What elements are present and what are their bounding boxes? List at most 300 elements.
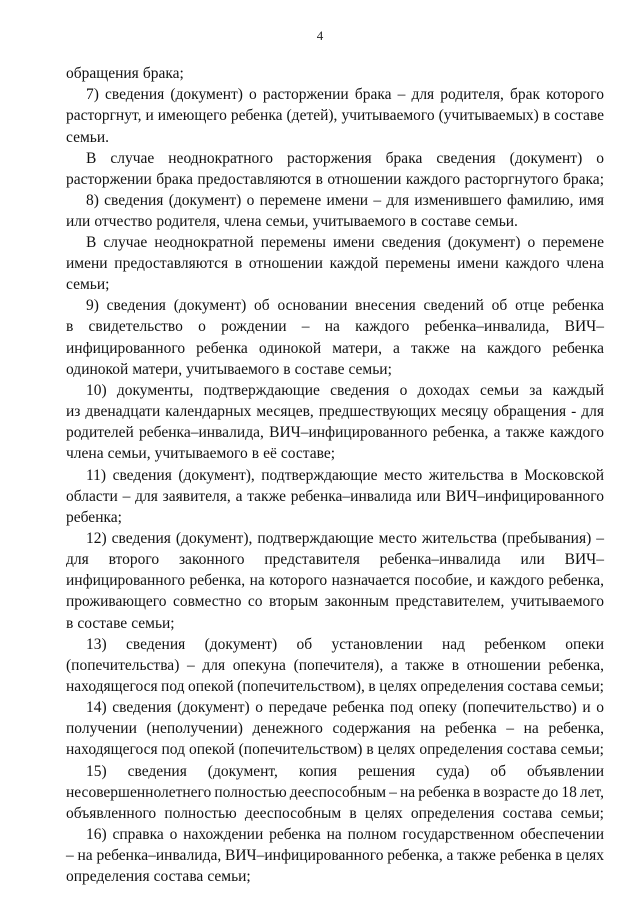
word: 9) <box>86 297 99 314</box>
word: инфицированного <box>66 572 186 589</box>
word: из <box>66 403 81 420</box>
word: семьи. <box>474 213 518 230</box>
word: внесения <box>355 297 416 314</box>
word: – <box>373 192 382 209</box>
word: также <box>247 488 286 505</box>
word: каждого <box>489 572 544 589</box>
word: представителя <box>264 551 360 568</box>
word: определения <box>410 805 495 822</box>
word: 7) <box>86 86 99 103</box>
word: также <box>505 424 545 441</box>
word: полном <box>347 826 397 843</box>
word: в <box>315 171 323 188</box>
word: случае <box>110 150 155 167</box>
word: в <box>66 615 74 632</box>
word: а <box>393 340 400 357</box>
word: на <box>326 826 342 843</box>
word: в <box>472 784 481 801</box>
word: и <box>582 699 591 716</box>
word: сведения <box>111 530 171 547</box>
word: инфицированного <box>66 340 186 357</box>
word: матери, <box>332 340 382 357</box>
word: в <box>66 318 74 335</box>
word: семьи, <box>107 445 151 462</box>
word: имени <box>66 255 108 272</box>
word: получении <box>66 720 137 737</box>
word: подтверждающие <box>261 467 378 484</box>
word: ребенка <box>230 107 283 124</box>
word: для <box>581 403 604 420</box>
word: сведения <box>112 699 172 716</box>
word: имя <box>578 192 604 209</box>
word: опеку <box>418 699 457 716</box>
word: брака <box>385 150 423 167</box>
word: (документ), <box>178 467 255 484</box>
word: семьи; <box>560 741 604 758</box>
word: (попечительства) <box>66 657 180 674</box>
word: (попечителя), <box>293 657 384 674</box>
word: ребенка <box>196 340 248 357</box>
word: передаче <box>268 699 327 716</box>
word: родителей <box>66 424 134 441</box>
word: её <box>263 445 277 462</box>
word: об <box>490 763 507 780</box>
word: о <box>249 86 257 103</box>
word: (учитываемых) <box>438 107 539 124</box>
word: на <box>460 340 476 357</box>
word: фамилию, <box>506 192 574 209</box>
word: в <box>234 255 243 272</box>
word: (документ) <box>170 86 243 103</box>
word: ребенка–инвалида, <box>96 847 222 864</box>
word: – <box>301 318 310 335</box>
word: лет, <box>579 784 604 801</box>
word: о <box>399 382 408 399</box>
word: – <box>389 784 397 801</box>
word: месяцу <box>441 403 489 420</box>
word: двенадцати <box>85 403 161 420</box>
word: объявлении <box>526 763 604 780</box>
word: перемене <box>542 234 604 251</box>
word: до <box>542 784 559 801</box>
word: законного <box>178 551 245 568</box>
word: предшествующих <box>318 403 437 420</box>
word: семьи; <box>560 678 604 695</box>
word: перемены <box>385 255 451 272</box>
word: сведений <box>423 297 484 314</box>
word: каждой <box>329 255 379 272</box>
word: пособие, <box>414 572 473 589</box>
word: или <box>416 488 441 505</box>
word: области <box>66 488 118 505</box>
word: доходах <box>417 382 470 399</box>
word: расторжении <box>66 171 152 188</box>
word: под <box>161 678 185 695</box>
word: календарных <box>165 403 252 420</box>
word: (документ) <box>204 636 278 653</box>
word: также <box>457 847 496 864</box>
word: учитываемого <box>341 107 435 124</box>
word: состава <box>153 868 204 885</box>
word: представителем, <box>395 593 505 610</box>
word: для <box>66 551 89 568</box>
word: в <box>349 805 357 822</box>
word: жительства <box>428 467 504 484</box>
word: 10) <box>86 382 107 399</box>
word: ребенка–инвалида, <box>139 424 264 441</box>
word: ребенка <box>332 699 385 716</box>
word: установлении <box>331 636 423 653</box>
word: в <box>555 847 563 864</box>
word: состава <box>502 805 553 822</box>
word: со <box>247 593 263 610</box>
word: составе <box>554 107 604 124</box>
word: основании <box>277 297 348 314</box>
word: которого <box>546 86 604 103</box>
word: а <box>235 488 243 505</box>
word: сведения <box>330 382 390 399</box>
word: совместно <box>172 593 242 610</box>
word: о <box>596 699 604 716</box>
word: целях <box>379 678 417 695</box>
word: за <box>529 382 543 399</box>
word: семьи, <box>265 213 309 230</box>
word: для <box>386 192 410 209</box>
word: подтверждающие <box>257 530 374 547</box>
word: расторгнутого <box>464 171 559 188</box>
word: об <box>254 297 270 314</box>
word: о <box>198 318 206 335</box>
word: расторжения <box>286 150 372 167</box>
word: ребенка <box>418 784 470 801</box>
word: ВИЧ– <box>564 551 604 568</box>
word: (документ), <box>175 530 253 547</box>
word: отце <box>515 297 545 314</box>
word: (документ) <box>509 150 583 167</box>
word: которого <box>269 572 328 589</box>
word: и <box>476 572 486 589</box>
word: рождении <box>221 318 287 335</box>
word: (документ) <box>447 234 521 251</box>
word: семьи; <box>131 615 175 632</box>
word: 13) <box>86 636 107 653</box>
word: члена <box>566 255 604 272</box>
word: родителя, <box>156 213 220 230</box>
word: а <box>390 657 398 674</box>
word: 11) <box>86 467 107 484</box>
word: решения <box>358 763 416 780</box>
word: (неполучении) <box>146 720 243 737</box>
word: сведения <box>381 234 441 251</box>
word: для <box>411 86 435 103</box>
word: вторым <box>269 593 319 610</box>
word: второго <box>108 551 160 568</box>
word: объявленного <box>66 805 157 822</box>
word: ребенка–инвалида <box>379 551 501 568</box>
word: и <box>145 107 154 124</box>
word: ребенка, <box>548 572 604 589</box>
word: для <box>135 488 158 505</box>
word: полностью <box>214 784 287 801</box>
word: законным <box>324 593 389 610</box>
word: под <box>389 699 414 716</box>
word: жительства <box>421 530 497 547</box>
word: о <box>255 699 263 716</box>
word: 14) <box>86 699 107 716</box>
word: ребенка, <box>189 572 246 589</box>
word: о <box>246 192 255 209</box>
word: предоставляются <box>197 171 312 188</box>
word: в <box>451 657 460 674</box>
word: в <box>366 741 374 758</box>
word: копия <box>298 763 338 780</box>
word: ВИЧ–инфицированного <box>225 847 384 864</box>
word: каждый <box>552 382 604 399</box>
word: ВИЧ– <box>564 318 604 335</box>
word: место <box>384 467 423 484</box>
word: (документ) <box>177 699 250 716</box>
word: отчество <box>94 213 153 230</box>
word: Московской <box>524 467 604 484</box>
word: или <box>66 213 91 230</box>
word: обращения <box>66 65 139 82</box>
word: суда) <box>436 763 470 780</box>
page-number: 4 <box>316 28 324 43</box>
word: родителя, <box>440 86 504 103</box>
word: 16) <box>86 826 107 843</box>
word: каждого <box>487 340 542 357</box>
word: сведения <box>126 636 186 653</box>
word: заявителя, <box>162 488 231 505</box>
word: ребенка–инвалида <box>290 488 412 505</box>
word: члена <box>223 213 262 230</box>
word: в <box>409 213 418 230</box>
word: семьи <box>479 382 520 399</box>
word: (попечительство) <box>462 699 577 716</box>
word: на <box>399 784 416 801</box>
word: В <box>86 234 97 251</box>
word: расторжении <box>262 86 349 103</box>
word: составе <box>294 361 345 378</box>
word: ребенком <box>484 636 546 653</box>
word: об <box>491 297 508 314</box>
word: - <box>571 403 577 420</box>
word: ребенка–инвалида, <box>424 318 550 335</box>
word: дееспособным <box>244 805 342 822</box>
word: назначается <box>331 572 410 589</box>
word: месяцев, <box>256 403 314 420</box>
word: сведения <box>105 86 165 103</box>
word: целях <box>566 847 604 864</box>
word: в <box>510 467 518 484</box>
word: на <box>324 318 340 335</box>
word: случае <box>103 234 148 251</box>
word: подтверждающие <box>203 382 320 399</box>
word: каждого <box>549 424 604 441</box>
word: на <box>77 847 93 864</box>
word: – <box>596 530 604 547</box>
word: нахождении <box>183 826 264 843</box>
word: об <box>296 636 313 653</box>
word: брака <box>354 86 392 103</box>
word: перемене <box>259 192 322 209</box>
word: о <box>596 150 604 167</box>
word: над <box>442 636 466 653</box>
word: (документ, <box>207 763 278 780</box>
word: имени <box>326 192 369 209</box>
word: денежного <box>252 720 323 737</box>
word: брак <box>510 86 541 103</box>
word: 8) <box>86 192 99 209</box>
word: ребенка, <box>387 847 443 864</box>
word: отношении <box>466 657 541 674</box>
word: ребенка, <box>548 720 604 737</box>
word: – <box>122 488 131 505</box>
word: сведения <box>106 297 166 314</box>
word: определения <box>419 741 503 758</box>
word: имеющего <box>157 107 227 124</box>
word: а <box>446 847 454 864</box>
word: или <box>520 551 545 568</box>
word: в <box>368 678 376 695</box>
word: в <box>251 445 260 462</box>
word: – <box>397 86 406 103</box>
word: предоставляются <box>114 255 229 272</box>
word: В <box>86 150 97 167</box>
word: неоднократного <box>168 150 273 167</box>
word: опекуна <box>232 657 286 674</box>
word: определения <box>66 868 150 885</box>
word: сведения <box>127 763 187 780</box>
word: семьи; <box>560 805 604 822</box>
word: в <box>283 361 291 378</box>
word: члена <box>66 445 104 462</box>
word: учитываемого <box>312 213 406 230</box>
word: расторгнут, <box>66 107 142 124</box>
word: учитываемого <box>154 445 248 462</box>
word: учитываемого <box>510 593 604 610</box>
word: свидетельство <box>88 318 183 335</box>
word: ребенка <box>269 826 321 843</box>
word: документы, <box>116 382 194 399</box>
word: под <box>161 741 186 758</box>
word: имени <box>457 255 499 272</box>
word: возрасте <box>483 784 540 801</box>
word: брака <box>156 171 193 188</box>
word: (попечительством), <box>237 678 365 695</box>
word: семьи. <box>66 129 109 146</box>
word: неоднократной <box>154 234 254 251</box>
word: место <box>378 530 417 547</box>
word: находящегося <box>66 678 158 695</box>
word: для <box>202 657 226 674</box>
word: целях <box>364 805 403 822</box>
word: – <box>66 847 74 864</box>
word: о <box>169 826 178 843</box>
word: (попечительством) <box>238 741 363 758</box>
word: состава <box>507 678 558 695</box>
word: обращения <box>493 403 567 420</box>
word: 18 <box>561 784 577 801</box>
word: составе <box>421 213 471 230</box>
word: ребенка <box>444 720 497 737</box>
word: 12) <box>86 530 107 547</box>
word: матери, <box>132 361 183 378</box>
word: составе; <box>280 445 336 462</box>
word: (документ) <box>173 297 247 314</box>
word: сведения <box>436 150 496 167</box>
word: ВИЧ–инфицированного <box>269 424 428 441</box>
word: справка <box>112 826 164 843</box>
word: состава <box>506 741 557 758</box>
word: изменившего <box>414 192 502 209</box>
word: на <box>420 720 436 737</box>
word: опекой <box>187 678 234 695</box>
word: определения <box>420 678 504 695</box>
word: ребенка <box>499 847 552 864</box>
word: одинокой <box>66 361 129 378</box>
word: опеки <box>565 636 604 653</box>
word: также <box>405 657 445 674</box>
word: отношении <box>327 171 402 188</box>
word: составе <box>77 615 128 632</box>
word: – <box>186 657 195 674</box>
word: государственном <box>402 826 515 843</box>
word: каждого <box>505 255 560 272</box>
word: – <box>506 720 515 737</box>
word: также <box>410 340 450 357</box>
word: целях <box>377 741 416 758</box>
word: ребенка <box>552 340 604 357</box>
word: брака; <box>142 65 184 82</box>
word: каждого <box>355 318 410 335</box>
word: брака; <box>563 171 604 188</box>
word: имени <box>332 234 375 251</box>
word: семьи; <box>66 276 110 293</box>
word: а <box>493 424 501 441</box>
word: ребенка <box>552 297 604 314</box>
word: ребенка, <box>548 657 604 674</box>
word: (документ) <box>168 192 242 209</box>
word: сведения <box>104 192 164 209</box>
word: дееспособным <box>289 784 387 801</box>
word: опекой <box>188 741 235 758</box>
word: ВИЧ–инфицированного <box>445 488 604 505</box>
word: сведения <box>112 467 172 484</box>
word: проживающего <box>66 593 167 610</box>
word: на <box>249 572 265 589</box>
word: находящегося <box>66 741 158 758</box>
word: отношении <box>248 255 323 272</box>
word: о <box>527 234 536 251</box>
word: 15) <box>86 763 107 780</box>
word: в <box>542 107 551 124</box>
word: (детей), <box>286 107 338 124</box>
word: каждого <box>405 171 461 188</box>
word: семьи; <box>207 868 251 885</box>
word: семьи; <box>348 361 392 378</box>
word: одинокой <box>258 340 322 357</box>
word: на <box>523 720 539 737</box>
word: ребенка, <box>432 424 489 441</box>
word: полностью <box>164 805 237 822</box>
word: перемены <box>260 234 326 251</box>
word: учитываемого <box>186 361 280 378</box>
word: несовершеннолетнего <box>66 784 212 801</box>
word: (пребывания) <box>501 530 592 547</box>
word: содержания <box>332 720 411 737</box>
word: обеспечении <box>520 826 604 843</box>
